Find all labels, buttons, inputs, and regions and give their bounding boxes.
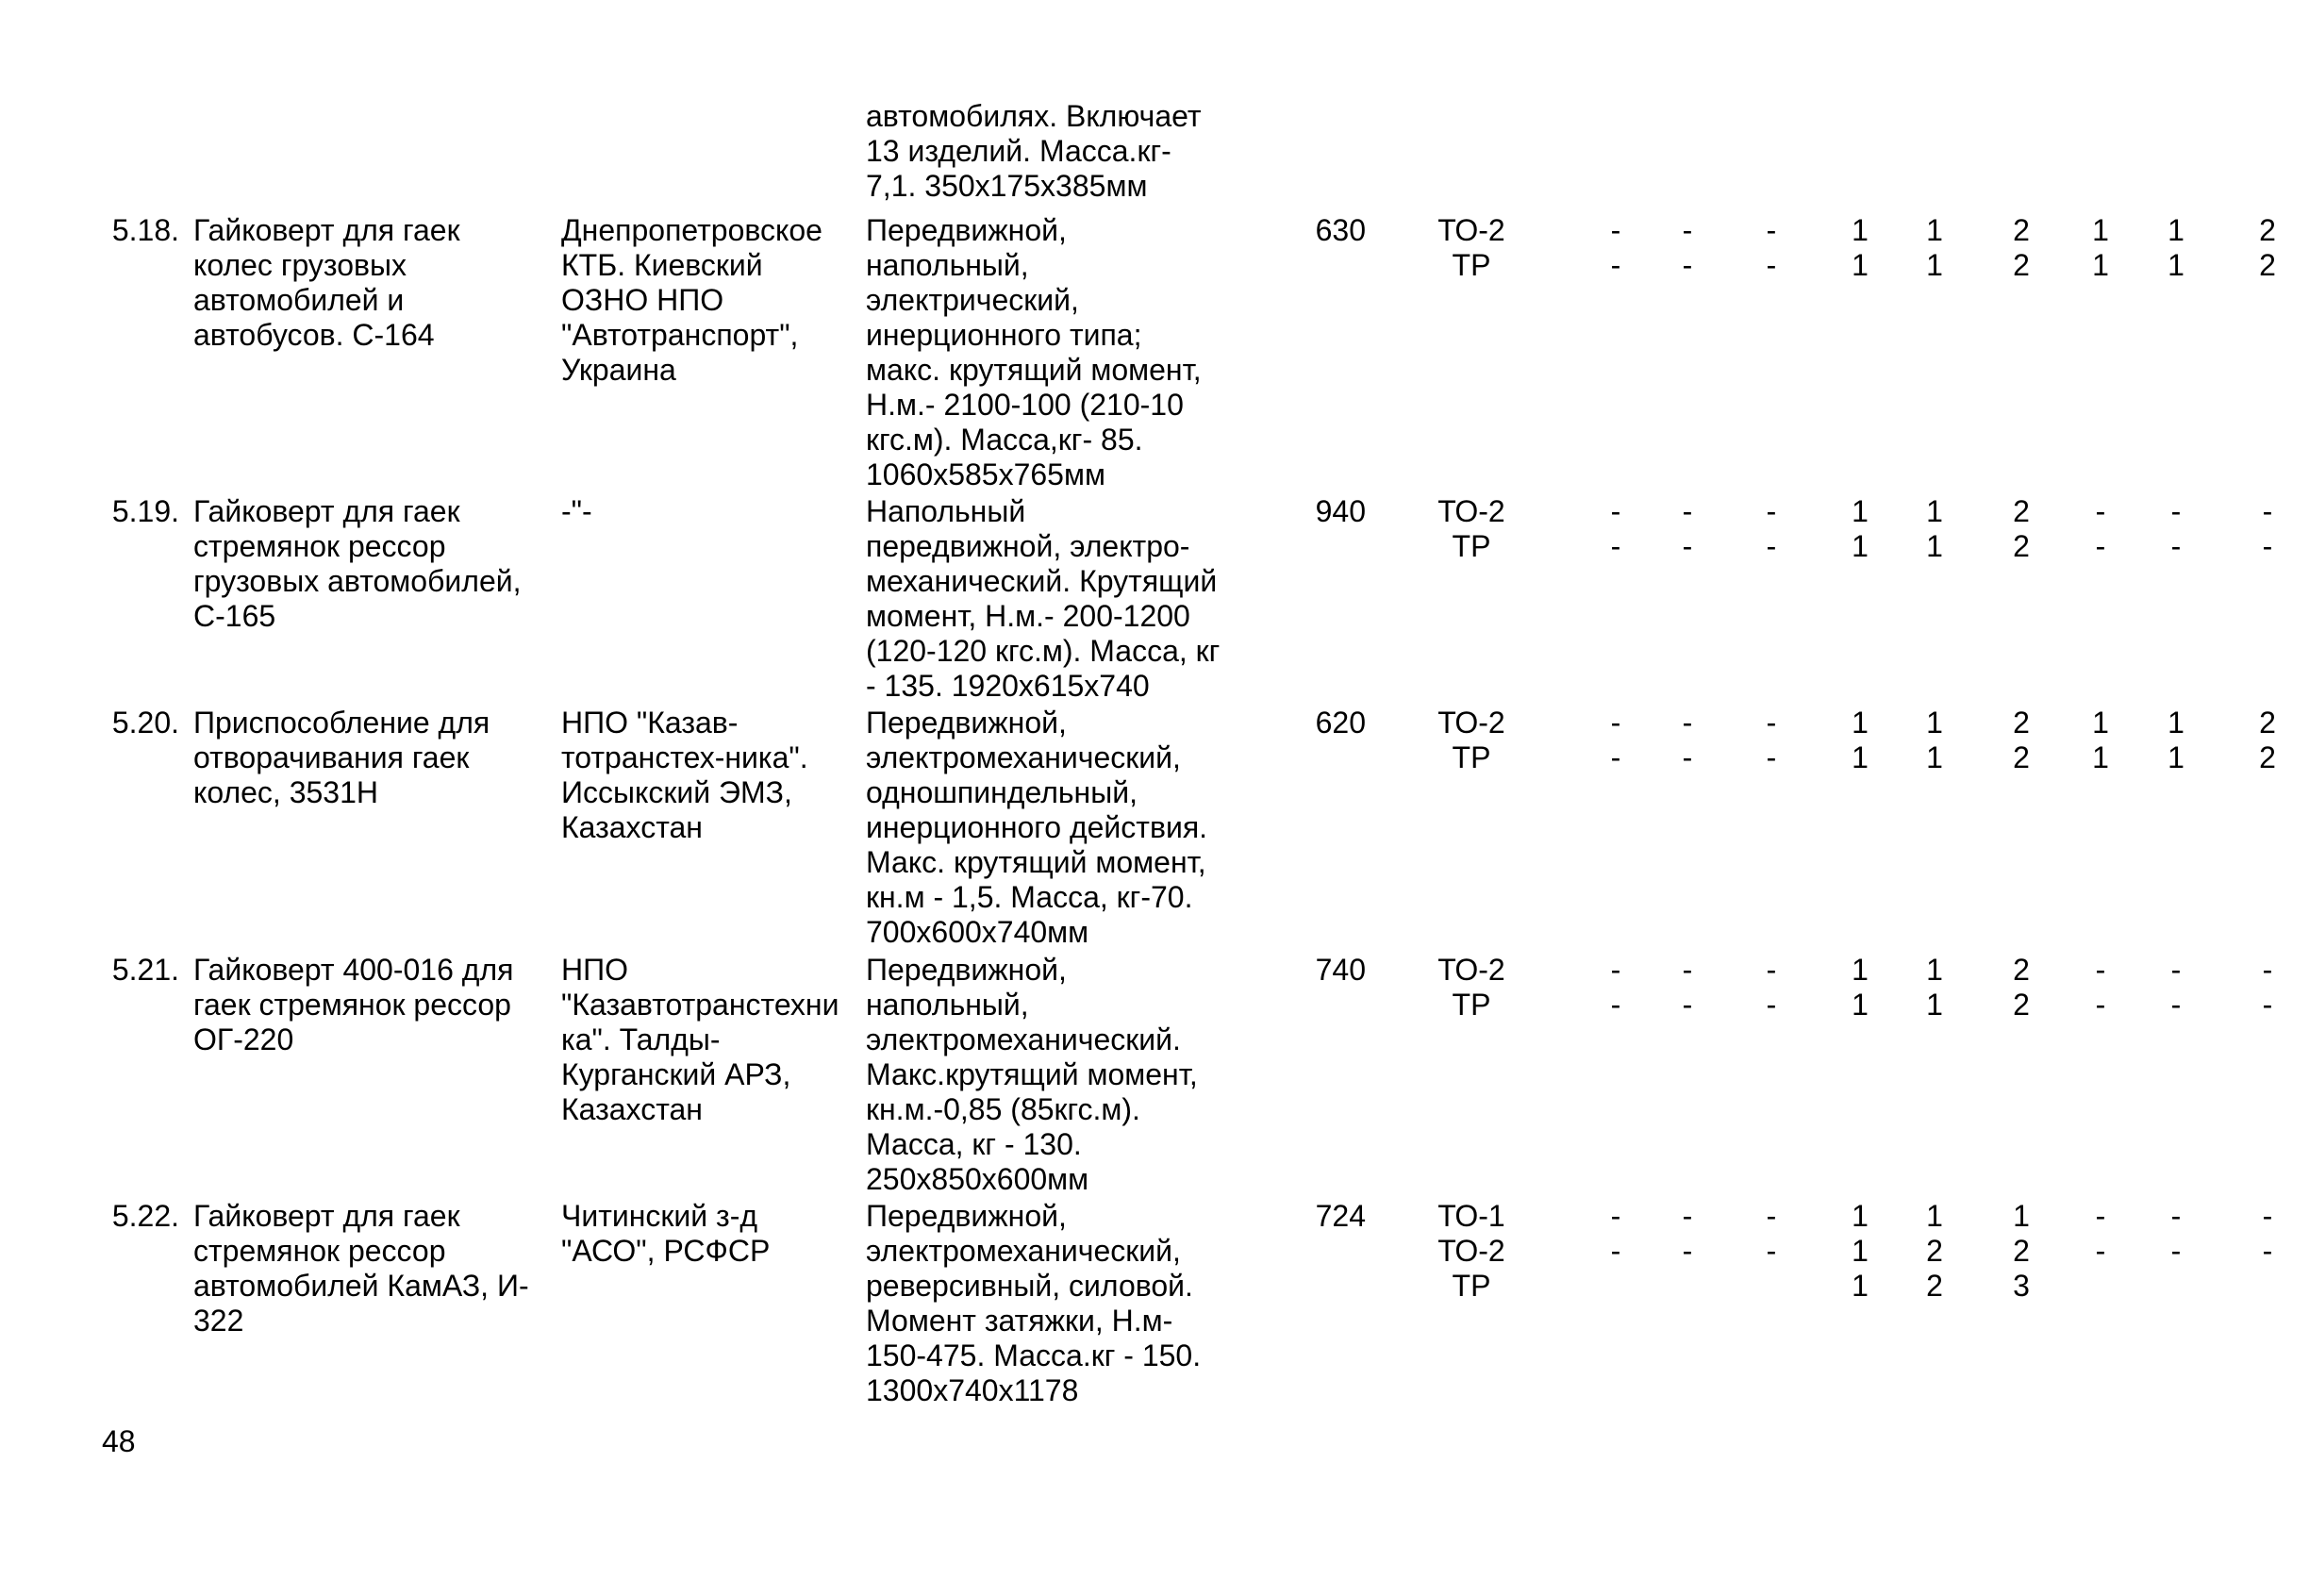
quantity-column-3 [1753, 706, 1790, 775]
quantity-column-9 [2249, 706, 2286, 775]
quantity-value: 2 [2013, 740, 2030, 774]
price: 740 [1315, 953, 1366, 987]
quantity-value: 1 [2168, 740, 2184, 774]
page-number: 48 [102, 1424, 136, 1458]
description-line: момент, Н.м.- 200-1200 [866, 599, 1190, 633]
quantity-value: 2 [2013, 953, 2030, 987]
quantity-value: 1 [1926, 1199, 1943, 1233]
quantity-value: 1 [1926, 529, 1943, 563]
quantity-value: - [1610, 529, 1621, 563]
price: 724 [1315, 1199, 1366, 1233]
quantity-value: 1 [1852, 1199, 1869, 1233]
quantity-value: - [2170, 953, 2182, 987]
quantity-value: - [1766, 494, 1777, 528]
description [866, 953, 1243, 1197]
quantity-column-1 [1597, 213, 1635, 283]
description-line: 250х850х600мм [866, 1162, 1089, 1196]
quantity-value: 2 [2259, 706, 2276, 740]
description-line: Передвижной, [866, 1199, 1067, 1233]
quantity-column-1 [1597, 706, 1635, 775]
quantity-column-1 [1597, 494, 1635, 564]
quantity-column-3 [1753, 953, 1790, 1022]
quantity-value: - [1682, 248, 1693, 282]
item-number: 5.22. [111, 1199, 179, 1233]
quantity-column-9 [2249, 953, 2286, 1022]
description-line: кн.м - 1,5. Масса, кг-70. [866, 880, 1193, 914]
quantity-column-2 [1669, 953, 1706, 1022]
quantity-column-2 [1669, 706, 1706, 775]
quantity-column-8 [2157, 1199, 2195, 1304]
quantity-value: - [1682, 988, 1693, 1022]
description-line: Макс. крутящий момент, [866, 845, 1206, 879]
quantity-column-3 [1753, 1199, 1790, 1304]
equipment-name [193, 1199, 552, 1338]
description-line: передвижной, электро- [866, 529, 1190, 563]
quantity-value: 1 [1852, 213, 1869, 247]
quantity-value: 1 [1852, 988, 1869, 1022]
manufacturer [561, 213, 868, 388]
quantity-value [1669, 1269, 1706, 1304]
quantity-column-2 [1669, 494, 1706, 564]
equipment-name-line: гаек стремянок рессор [193, 988, 511, 1022]
equipment-name-line: С-165 [193, 599, 276, 633]
quantity-value: 2 [1926, 1269, 1943, 1303]
intro-line: 7,1. 350х175х385мм [866, 169, 1148, 203]
quantity-value: 1 [1852, 494, 1869, 528]
price: 940 [1315, 494, 1366, 528]
description-line: инерционного действия. [866, 810, 1208, 844]
description-line: инерционного типа; [866, 318, 1142, 352]
description-line: электрический, [866, 283, 1079, 317]
description-line: Момент затяжки, Н.м- [866, 1304, 1173, 1338]
quantity-value: - [1766, 213, 1777, 247]
service-type [1424, 494, 1519, 564]
price: 620 [1315, 706, 1366, 740]
manufacturer-line: НПО [561, 953, 628, 987]
manufacturer-line: Иссыкский ЭМЗ, [561, 775, 792, 809]
quantity-value: 1 [1926, 494, 1943, 528]
quantity-value: 1 [1926, 953, 1943, 987]
quantity-value: 2 [2259, 740, 2276, 774]
description-line: кн.м.-0,85 (85кгс.м). [866, 1092, 1140, 1126]
equipment-name-line: отворачивания гаек [193, 740, 470, 774]
quantity-value [1597, 1269, 1635, 1304]
quantity-column-1 [1597, 953, 1635, 1022]
service-type-line: ТР [1452, 1269, 1491, 1303]
description-line: Масса, кг - 130. [866, 1127, 1082, 1161]
quantity-value: - [2095, 1199, 2106, 1233]
quantity-value: - [2170, 1199, 2182, 1233]
quantity-value: 1 [1852, 740, 1869, 774]
quantity-value: - [2095, 988, 2106, 1022]
quantity-value: - [1682, 953, 1693, 987]
quantity-column-7 [2082, 953, 2119, 1022]
quantity-value: 2 [2259, 248, 2276, 282]
quantity-value: 2 [2013, 1234, 2030, 1268]
quantity-value: - [1610, 213, 1621, 247]
description-line: макс. крутящий момент, [866, 353, 1202, 387]
service-type [1424, 1199, 1519, 1304]
service-type [1424, 706, 1519, 775]
quantity-value: - [1610, 988, 1621, 1022]
quantity-value: 2 [2013, 529, 2030, 563]
quantity-column-5 [1916, 1199, 1953, 1304]
item-number: 5.20. [111, 706, 179, 740]
quantity-value: - [1766, 1234, 1777, 1268]
manufacturer-line: Днепропетровское [561, 213, 822, 247]
quantity-column-6 [2002, 1199, 2040, 1304]
quantity-value: - [1610, 740, 1621, 774]
service-type-line: ТО-2 [1437, 213, 1505, 247]
equipment-name-line: 322 [193, 1304, 244, 1338]
equipment-name-line: колес грузовых [193, 248, 407, 282]
quantity-value: 1 [2092, 213, 2109, 247]
quantity-column-6 [2002, 213, 2040, 283]
description-line: Передвижной, [866, 953, 1067, 987]
quantity-column-8 [2157, 953, 2195, 1022]
equipment-name-line: стремянок рессор [193, 1234, 446, 1268]
quantity-value: 1 [2092, 248, 2109, 282]
quantity-value: - [1610, 248, 1621, 282]
quantity-column-6 [2002, 706, 2040, 775]
quantity-column-8 [2157, 706, 2195, 775]
manufacturer-line: ка". Талды- [561, 1022, 721, 1056]
quantity-value: 1 [1926, 988, 1943, 1022]
service-type-line: ТР [1452, 988, 1491, 1022]
description-line: Макс.крутящий момент, [866, 1057, 1198, 1091]
quantity-value [1753, 1269, 1790, 1304]
quantity-value: 2 [2013, 494, 2030, 528]
quantity-value: 1 [1852, 529, 1869, 563]
intro-line: 13 изделий. Масса.кг- [866, 134, 1171, 168]
quantity-column-8 [2157, 213, 2195, 283]
manufacturer-line: Читинский з-д [561, 1199, 758, 1233]
manufacturer-line: "АСО", РСФСР [561, 1234, 771, 1268]
description [866, 213, 1243, 492]
quantity-value: - [2170, 1234, 2182, 1268]
quantity-value: 1 [2168, 248, 2184, 282]
quantity-value: - [1610, 1234, 1621, 1268]
quantity-value: - [1610, 1199, 1621, 1233]
quantity-column-6 [2002, 494, 2040, 564]
quantity-value: 1 [1852, 1269, 1869, 1303]
quantity-value: 2 [2259, 213, 2276, 247]
manufacturer-line: Казахстан [561, 810, 703, 844]
quantity-value: - [1766, 248, 1777, 282]
quantity-column-3 [1753, 213, 1790, 283]
quantity-value: - [1766, 740, 1777, 774]
description-line: Напольный [866, 494, 1026, 528]
quantity-value: - [2262, 953, 2273, 987]
quantity-value: - [2170, 988, 2182, 1022]
equipment-name-line: Приспособление для [193, 706, 490, 740]
quantity-value: - [2095, 953, 2106, 987]
manufacturer-line: ОЗНО НПО [561, 283, 724, 317]
item-number: 5.19. [111, 494, 179, 528]
quantity-column-5 [1916, 213, 1953, 283]
description-line: 150-475. Масса.кг - 150. [866, 1338, 1202, 1372]
quantity-value: - [2095, 494, 2106, 528]
manufacturer-line: НПО "Казав- [561, 706, 739, 740]
quantity-value: 2 [1926, 1234, 1943, 1268]
equipment-name [193, 494, 552, 634]
description-line: механический. Крутящий [866, 564, 1218, 598]
quantity-column-4 [1841, 213, 1879, 283]
description-line: напольный, [866, 988, 1029, 1022]
quantity-value: - [2262, 988, 2273, 1022]
manufacturer-line: -"- [561, 494, 592, 528]
quantity-column-4 [1841, 494, 1879, 564]
manufacturer-line: "Казавтотранстехни [561, 988, 839, 1022]
description-line: электромеханический, [866, 1234, 1181, 1268]
quantity-value: - [1682, 529, 1693, 563]
quantity-value [2157, 1269, 2195, 1304]
description-line: - 135. 1920х615х740 [866, 669, 1150, 703]
description-line: одношпиндельный, [866, 775, 1138, 809]
quantity-value: 2 [2013, 248, 2030, 282]
quantity-value: 1 [2013, 1199, 2030, 1233]
description-line: Передвижной, [866, 706, 1067, 740]
service-type-line: ТО-1 [1437, 1199, 1505, 1233]
quantity-value: 3 [2013, 1269, 2030, 1303]
quantity-column-9 [2249, 213, 2286, 283]
service-type [1424, 953, 1519, 1022]
manufacturer [561, 1199, 868, 1269]
service-type-line: ТР [1452, 529, 1491, 563]
quantity-column-4 [1841, 953, 1879, 1022]
quantity-column-4 [1841, 706, 1879, 775]
quantity-column-2 [1669, 1199, 1706, 1304]
quantity-column-7 [2082, 1199, 2119, 1304]
service-type-line: ТО-2 [1437, 494, 1505, 528]
quantity-value: - [1682, 1199, 1693, 1233]
quantity-value: - [1766, 953, 1777, 987]
quantity-value: 1 [1926, 740, 1943, 774]
description-line: напольный, [866, 248, 1029, 282]
equipment-name-line: Гайковерт для гаек [193, 1199, 460, 1233]
service-type [1424, 213, 1519, 283]
quantity-column-5 [1916, 494, 1953, 564]
service-type-line: ТО-2 [1437, 953, 1505, 987]
quantity-value [2082, 1269, 2119, 1304]
quantity-value: - [2262, 1199, 2273, 1233]
equipment-name [193, 213, 552, 353]
equipment-name-line: грузовых автомобилей, [193, 564, 522, 598]
quantity-column-2 [1669, 213, 1706, 283]
quantity-value: - [1682, 740, 1693, 774]
quantity-value: - [1610, 953, 1621, 987]
description-line: кгс.м). Масса,кг- 85. [866, 423, 1143, 457]
equipment-name-line: автомобилей и [193, 283, 405, 317]
description-line: Передвижной, [866, 213, 1067, 247]
quantity-value: 1 [1852, 248, 1869, 282]
equipment-name-line: автобусов. С-164 [193, 318, 435, 352]
quantity-column-7 [2082, 494, 2119, 564]
quantity-value: 1 [2092, 740, 2109, 774]
manufacturer-line: Украина [561, 353, 676, 387]
item-number: 5.18. [111, 213, 179, 247]
service-type-line: ТР [1452, 740, 1491, 774]
quantity-value: - [1766, 1199, 1777, 1233]
quantity-value: - [1766, 529, 1777, 563]
description-line: реверсивный, силовой. [866, 1269, 1193, 1303]
quantity-column-4 [1841, 1199, 1879, 1304]
quantity-column-6 [2002, 953, 2040, 1022]
item-number: 5.21. [111, 953, 179, 987]
description [866, 494, 1243, 704]
quantity-value: 1 [2168, 213, 2184, 247]
description-line: электромеханический. [866, 1022, 1181, 1056]
quantity-value: 1 [1852, 1234, 1869, 1268]
intro-description [866, 99, 1243, 204]
intro-line: автомобилях. Включает [866, 99, 1202, 133]
quantity-value: 2 [2013, 706, 2030, 740]
quantity-column-7 [2082, 706, 2119, 775]
quantity-value: - [1682, 213, 1693, 247]
service-type-line: ТР [1452, 248, 1491, 282]
equipment-name [193, 953, 552, 1057]
quantity-value: 1 [2168, 706, 2184, 740]
quantity-value: - [2095, 1234, 2106, 1268]
quantity-value: - [1682, 706, 1693, 740]
quantity-value: - [2262, 494, 2273, 528]
manufacturer-line: Курганский АРЗ, [561, 1057, 791, 1091]
description-line: (120-120 кгс.м). Масса, кг [866, 634, 1221, 668]
manufacturer-line: тотранстех-ника". [561, 740, 808, 774]
quantity-value: 1 [1926, 248, 1943, 282]
quantity-value: - [2170, 529, 2182, 563]
equipment-name-line: автомобилей КамАЗ, И- [193, 1269, 529, 1303]
equipment-name-line: ОГ-220 [193, 1022, 294, 1056]
quantity-value: - [2262, 529, 2273, 563]
description-line: 1060х585х765мм [866, 457, 1105, 491]
quantity-value: - [2170, 494, 2182, 528]
service-type-line: ТО-2 [1437, 1234, 1505, 1268]
quantity-value: 1 [1926, 213, 1943, 247]
quantity-value: 1 [2092, 706, 2109, 740]
quantity-column-9 [2249, 494, 2286, 564]
quantity-value: - [2095, 529, 2106, 563]
manufacturer-line: "Автотранспорт", [561, 318, 799, 352]
quantity-value: - [1682, 1234, 1693, 1268]
quantity-column-5 [1916, 706, 1953, 775]
quantity-value: - [1682, 494, 1693, 528]
service-type-line: ТО-2 [1437, 706, 1505, 740]
manufacturer-line: КТБ. Киевский [561, 248, 763, 282]
quantity-column-8 [2157, 494, 2195, 564]
quantity-column-5 [1916, 953, 1953, 1022]
description [866, 1199, 1243, 1408]
price: 630 [1315, 213, 1366, 247]
equipment-name-line: стремянок рессор [193, 529, 446, 563]
quantity-value: 1 [1852, 706, 1869, 740]
equipment-name [193, 706, 552, 810]
equipment-name-line: Гайковерт 400-016 для [193, 953, 514, 987]
quantity-value [2249, 1269, 2286, 1304]
description-line: 1300х740х1178 [866, 1373, 1079, 1407]
quantity-value: - [1766, 988, 1777, 1022]
quantity-value: - [1610, 706, 1621, 740]
equipment-name-line: Гайковерт для гаек [193, 213, 460, 247]
quantity-column-9 [2249, 1199, 2286, 1304]
quantity-value: - [2262, 1234, 2273, 1268]
quantity-value: - [1610, 494, 1621, 528]
manufacturer [561, 953, 868, 1127]
quantity-value: 1 [1926, 706, 1943, 740]
equipment-name-line: колес, 3531Н [193, 775, 378, 809]
quantity-column-7 [2082, 213, 2119, 283]
quantity-column-1 [1597, 1199, 1635, 1304]
quantity-value: 1 [1852, 953, 1869, 987]
manufacturer-line: Казахстан [561, 1092, 703, 1126]
quantity-column-3 [1753, 494, 1790, 564]
equipment-name-line: Гайковерт для гаек [193, 494, 460, 528]
manufacturer [561, 494, 868, 529]
manufacturer [561, 706, 868, 845]
quantity-value: 2 [2013, 213, 2030, 247]
quantity-value: 2 [2013, 988, 2030, 1022]
description-line: электромеханический, [866, 740, 1181, 774]
description-line: Н.м.- 2100-100 (210-10 [866, 388, 1184, 422]
quantity-value: - [1766, 706, 1777, 740]
description-line: 700х600х740мм [866, 915, 1089, 949]
description [866, 706, 1243, 950]
